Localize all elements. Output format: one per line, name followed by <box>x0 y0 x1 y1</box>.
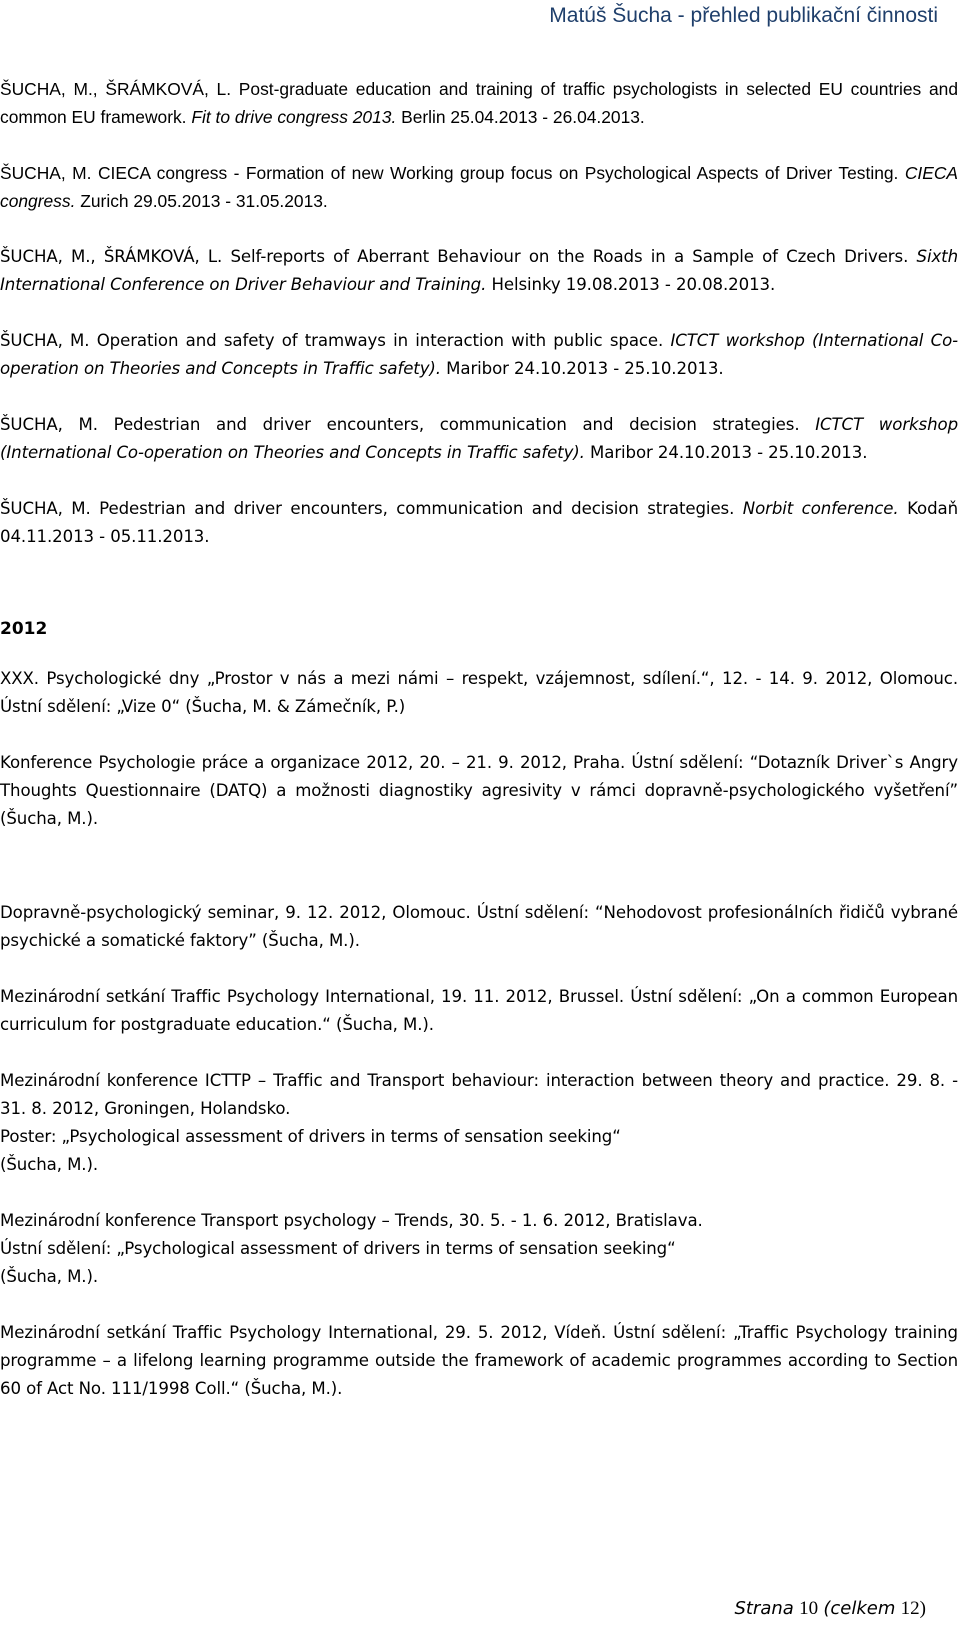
publication-list <box>0 75 958 1431</box>
entry-place: Berlin 25.04.2013 - 26.04.2013. <box>396 107 645 127</box>
entry-2013-1 <box>0 75 958 131</box>
entry-authors: ŠUCHA, M., ŠRÁMKOVÁ, L. <box>0 79 232 99</box>
footer-total-pages: 12) <box>900 1598 926 1619</box>
entry-2012-6: Mezinárodní konference Transport psychology – Trends, 30. 5. - 1. 6. 2012, Bratislava. <box>0 1211 703 1230</box>
entry-2012-6-talk: Ústní sdělení: „Psychological assessment of drivers in terms of sensation seeking“ <box>0 1239 676 1258</box>
entry-place: Helsinky 19.08.2013 - 20.08.2013. <box>486 275 776 294</box>
entry-2013-5 <box>0 411 958 467</box>
entry-authors: ŠUCHA, M., ŠRÁMKOVÁ, L. <box>0 247 223 266</box>
entry-place: Maribor 24.10.2013 - 25.10.2013. <box>584 443 868 462</box>
entry-title: CIECA congress - Formation of new Working group focus on Psychological Aspects of Driver Testing. <box>91 163 905 183</box>
entry-2012-2: Konference Psychologie práce a organizace 2012, 20. – 21. 9. 2012, Praha. Ústní sdělení: “Dotazník Driver`s Angry Thoughts Questionnaire (DATQ) a možnosti diagnostiky agresivity v rámci dopravně-psychologického vyšetření” (Šucha, M.). <box>0 753 958 828</box>
entry-2012-5-author: (Šucha, M.). <box>0 1155 99 1174</box>
entry-venue: Sixth International Conference on Driver Behaviour and Training. <box>0 247 959 294</box>
entry-2012-7: Mezinárodní setkání Traffic Psychology International, 29. 5. 2012, Vídeň. Ústní sdělení: „Traffic Psychology training programme – a lifelong learning programme outside the framework of academic programmes according to Section 60 of Act No. 111/1998 Coll.“ (Šucha, M.). <box>0 1323 958 1398</box>
footer-strana-label: Strana <box>734 1598 794 1619</box>
entry-venue: Norbit conference. <box>742 499 899 518</box>
page-footer <box>734 1598 926 1620</box>
entry-2012-6-author: (Šucha, M.). <box>0 1267 99 1286</box>
entry-2013-3 <box>0 243 958 299</box>
entry-authors: ŠUCHA, M. <box>0 163 92 183</box>
entry-2013-4 <box>0 327 958 383</box>
entry-2013-6 <box>0 495 958 551</box>
entry-venue: Fit to drive congress 2013. <box>191 107 397 127</box>
year-heading-2012: 2012 <box>0 619 48 639</box>
entry-2013-2 <box>0 159 958 215</box>
entry-2012-3: Dopravně-psychologický seminar, 9. 12. 2012, Olomouc. Ústní sdělení: “Nehodovost profesionálních řidičů vybrané psychické a somatické faktory” (Šucha, M.). <box>0 903 958 950</box>
entry-title: Operation and safety of tramways in interaction with public space. <box>89 331 671 350</box>
entry-2012-4: Mezinárodní setkání Traffic Psychology International, 19. 11. 2012, Brussel. Ústní sdělení: „On a common European curriculum for postgraduate education.“ (Šucha, M.). <box>0 987 958 1034</box>
entry-place: Maribor 24.10.2013 - 25.10.2013. <box>440 359 724 378</box>
entry-2012-5-poster: Poster: „Psychological assessment of drivers in terms of sensation seeking“ <box>0 1127 621 1146</box>
entry-authors: ŠUCHA, M. <box>0 331 90 350</box>
entry-authors: ŠUCHA, M. <box>0 499 91 518</box>
footer-celkem-label: (celkem <box>823 1598 896 1619</box>
page-header-title: Matúš Šucha - přehled publikační činnosti <box>549 4 938 27</box>
entry-venue: ICTCT workshop (International Co-operation on Theories and Concepts in Traffic safety). <box>0 331 959 378</box>
entry-venue: ICTCT workshop (International Co-operation on Theories and Concepts in Traffic safety). <box>0 415 959 462</box>
entry-place: Zurich 29.05.2013 - 31.05.2013. <box>75 191 328 211</box>
entry-venue: CIECA congress. <box>0 163 958 211</box>
entry-title: Post-graduate education and training of traffic psychologists in selected EU countries and common EU framework. <box>0 79 958 127</box>
entry-title: Pedestrian and driver encounters, communication and decision strategies. <box>90 499 743 518</box>
entry-place: Kodaň 04.11.2013 - 05.11.2013. <box>0 499 959 546</box>
spacer <box>0 861 958 899</box>
entry-2012-5: Mezinárodní konference ICTTP – Traffic and Transport behaviour: interaction between theory and practice. 29. 8. - 31. 8. 2012, Groningen, Holandsko. <box>0 1071 958 1118</box>
footer-page-number: 10 <box>799 1598 819 1619</box>
entry-title: Pedestrian and driver encounters, communication and decision strategies. <box>97 415 816 434</box>
entry-authors: ŠUCHA, M. <box>0 415 98 434</box>
entry-title: Self-reports of Aberrant Behaviour on the Roads in a Sample of Czech Drivers. <box>222 247 917 266</box>
entry-2012-1: XXX. Psychologické dny „Prostor v nás a mezi námi – respekt, vzájemnost, sdílení.“, 12. - 14. 9. 2012, Olomouc. Ústní sdělení: „Vize 0“ (Šucha, M. & Zámečník, P.) <box>0 669 958 716</box>
